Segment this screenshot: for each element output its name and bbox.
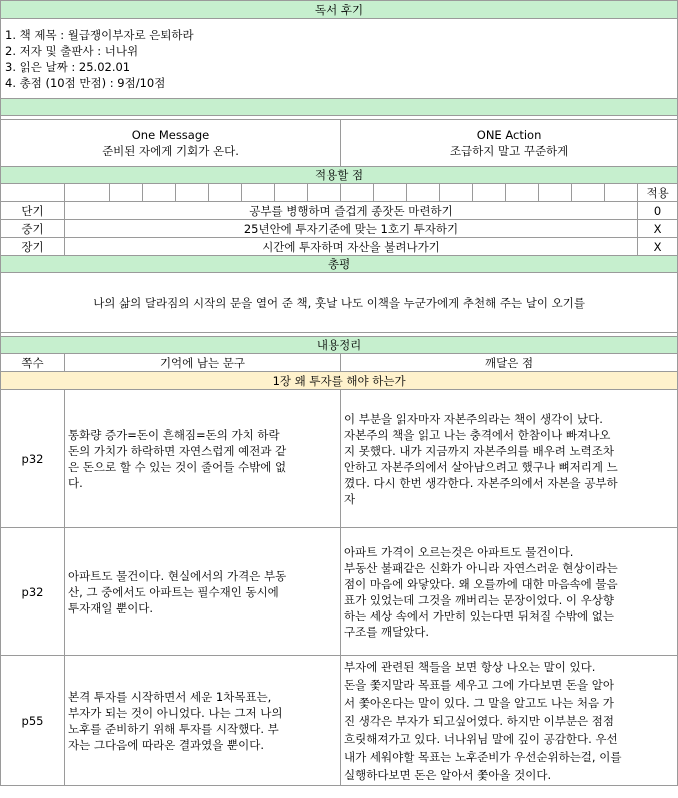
quote-line: 아파트도 물건이다. 현실에서의 가격은 부동	[68, 568, 287, 583]
spacer-row	[1, 99, 678, 116]
apply-text: 25년안에 투자기준에 맞는 1호기 투자하기	[65, 220, 638, 238]
chapter-title: 1장 왜 투자를 해야 하는가	[1, 372, 678, 390]
insight-line: 표가 있었는데 그것을 깨버리는 문장이었다. 이 우상향	[344, 592, 614, 607]
apply-title: 적용할 점	[1, 167, 678, 184]
review-text: 나의 삶의 달라짐의 시작의 문을 열어 준 책, 훗날 나도 이책을 누군가에게 추천해 주는 날이 오기를	[1, 273, 678, 333]
insight-line: 안하고 자본주의에서 살아남으려고 했구나 뼈저리게 느	[344, 459, 618, 474]
one-action	[341, 120, 678, 167]
insight-line: 아파트 가격이 오르는것은 아파트도 물건이다.	[344, 544, 574, 559]
insight-line: 점이 마음에 와닿았다. 왜 오를까에 대한 마음속에 물음	[344, 576, 618, 591]
insight-line: 서 쫓아온다는 말이 있다. 그 말을 알고도 나는 처음 가	[344, 695, 614, 710]
one-action-text: 조급하지 말고 꾸준하게	[449, 144, 569, 158]
apply-term: 중기	[1, 220, 65, 238]
book-info	[1, 19, 678, 99]
sheet-title: 독서 후기	[1, 1, 678, 19]
book-author: 2. 저자 및 출판사 : 너나위	[5, 43, 139, 58]
quote-line: 본격 투자를 시작하면서 세운 1차목표는,	[68, 689, 272, 704]
table-row	[1, 390, 678, 528]
apply-term: 단기	[1, 202, 65, 220]
insight-line: 흐릿해져가고 있다. 너나위님 말에 깊이 공감한다. 우선	[344, 731, 618, 746]
quote-line: 은 돈으로 할 수 있는 것이 줄어들 수밖에 없	[68, 459, 287, 474]
insight-line: 부동산 불패같은 신화가 아니라 자연스러운 현상이라는	[344, 560, 618, 575]
insight-line: 자본주의 책을 읽고 나는 충격에서 한참이나 빠져나오	[344, 427, 611, 442]
apply-column-header: 적용	[638, 184, 678, 202]
one-message-title: One Message	[131, 128, 210, 142]
quote-line: 자는 그다음에 따라온 결과였을 뿐이다.	[68, 737, 265, 752]
content-col-insight: 깨달은 점	[341, 354, 678, 372]
row-insight	[341, 390, 678, 528]
insight-line: 하는 세상 속에서 가만히 있는다면 뒤쳐질 수밖에 없는	[344, 608, 614, 623]
insight-line: 실행하다보면 돈은 알아서 쫓아올 것이다.	[344, 767, 552, 782]
insight-line: 진 생각은 부자가 되고싶어였다. 하지만 이부분은 점점	[344, 713, 614, 728]
grid-cell	[110, 184, 143, 202]
apply-text: 시간에 투자하며 자산을 불려나가기	[65, 238, 638, 256]
row-page: p32	[1, 390, 65, 528]
one-message-text: 준비된 자에게 기회가 온다.	[102, 144, 239, 158]
quote-line: 통화량 증가=돈이 흔해짐=돈의 가치 하락	[68, 427, 280, 442]
insight-line: 자	[344, 491, 356, 506]
book-score: 4. 총점 (10점 만점) : 9점/10점	[5, 75, 166, 90]
insight-line: 꼈다. 다시 한번 생각한다. 자본주의에서 자본을 공부하	[344, 475, 618, 490]
quote-line: 부자가 되는 것이 아니었다. 나는 그저 나의	[68, 705, 283, 720]
grid-cell	[209, 184, 242, 202]
insight-line: 내가 세워야할 목표는 노후준비가 우선순위하는걸, 이를	[344, 749, 622, 764]
table-row	[1, 656, 678, 786]
insight-line: 이 부분을 읽자마자 자본주의라는 책이 생각이 났다.	[344, 411, 603, 426]
row-insight	[341, 528, 678, 656]
grid-cell	[539, 184, 572, 202]
row-quote	[65, 528, 341, 656]
quote-line: 돈의 가치가 하락하면 자연스럽게 예전과 같	[68, 443, 287, 458]
grid-cell	[341, 184, 374, 202]
one-action-title: ONE Action	[476, 128, 542, 142]
grid-cell	[176, 184, 209, 202]
apply-term: 장기	[1, 238, 65, 256]
grid-cell	[473, 184, 506, 202]
apply-text: 공부를 병행하며 즐겁게 종잣돈 마련하기	[65, 202, 638, 220]
quote-line: 산, 그 중에서도 아파트는 필수재인 동시에	[68, 584, 279, 599]
row-quote	[65, 390, 341, 528]
grid-cell	[506, 184, 539, 202]
apply-mark: X	[638, 238, 678, 256]
content-col-quote: 기억에 남는 문구	[65, 354, 341, 372]
content-col-page: 쪽수	[1, 354, 65, 372]
insight-line: 구조를 깨달았다.	[344, 624, 430, 639]
grid-cell	[572, 184, 605, 202]
grid-cell	[407, 184, 440, 202]
row-page: p32	[1, 528, 65, 656]
grid-cell	[143, 184, 176, 202]
grid-cell	[374, 184, 407, 202]
apply-mark: 0	[638, 202, 678, 220]
grid-cell	[440, 184, 473, 202]
review-title: 총평	[1, 256, 678, 273]
grid-cell	[1, 184, 65, 202]
row-insight	[341, 656, 678, 786]
quote-line: 노후를 준비하기 위해 투자를 시작했다. 부	[68, 721, 279, 736]
insight-line: 지 못했다. 내가 지금까지 자본주의를 배우려 노력조차	[344, 443, 614, 458]
grid-cell	[308, 184, 341, 202]
row-quote	[65, 656, 341, 786]
grid-cell	[275, 184, 308, 202]
insight-line: 부자에 관련된 책들을 보면 항상 나오는 말이 있다.	[344, 659, 596, 674]
apply-mark: X	[638, 220, 678, 238]
content-title: 내용정리	[1, 337, 678, 354]
insight-line: 돈을 쫓지말라 목표를 세우고 그에 가다보면 돈을 알아	[344, 677, 614, 692]
quote-line: 투자재일 뿐이다.	[68, 600, 154, 615]
row-page: p55	[1, 656, 65, 786]
grid-cell	[65, 184, 110, 202]
one-message	[1, 120, 341, 167]
book-title: 1. 책 제목 : 월급쟁이부자로 은퇴하라	[5, 27, 194, 42]
book-read-date: 3. 읽은 날짜 : 25.02.01	[5, 59, 131, 74]
quote-line: 다.	[68, 475, 83, 490]
table-row	[1, 528, 678, 656]
grid-cell	[242, 184, 275, 202]
grid-cell	[605, 184, 638, 202]
